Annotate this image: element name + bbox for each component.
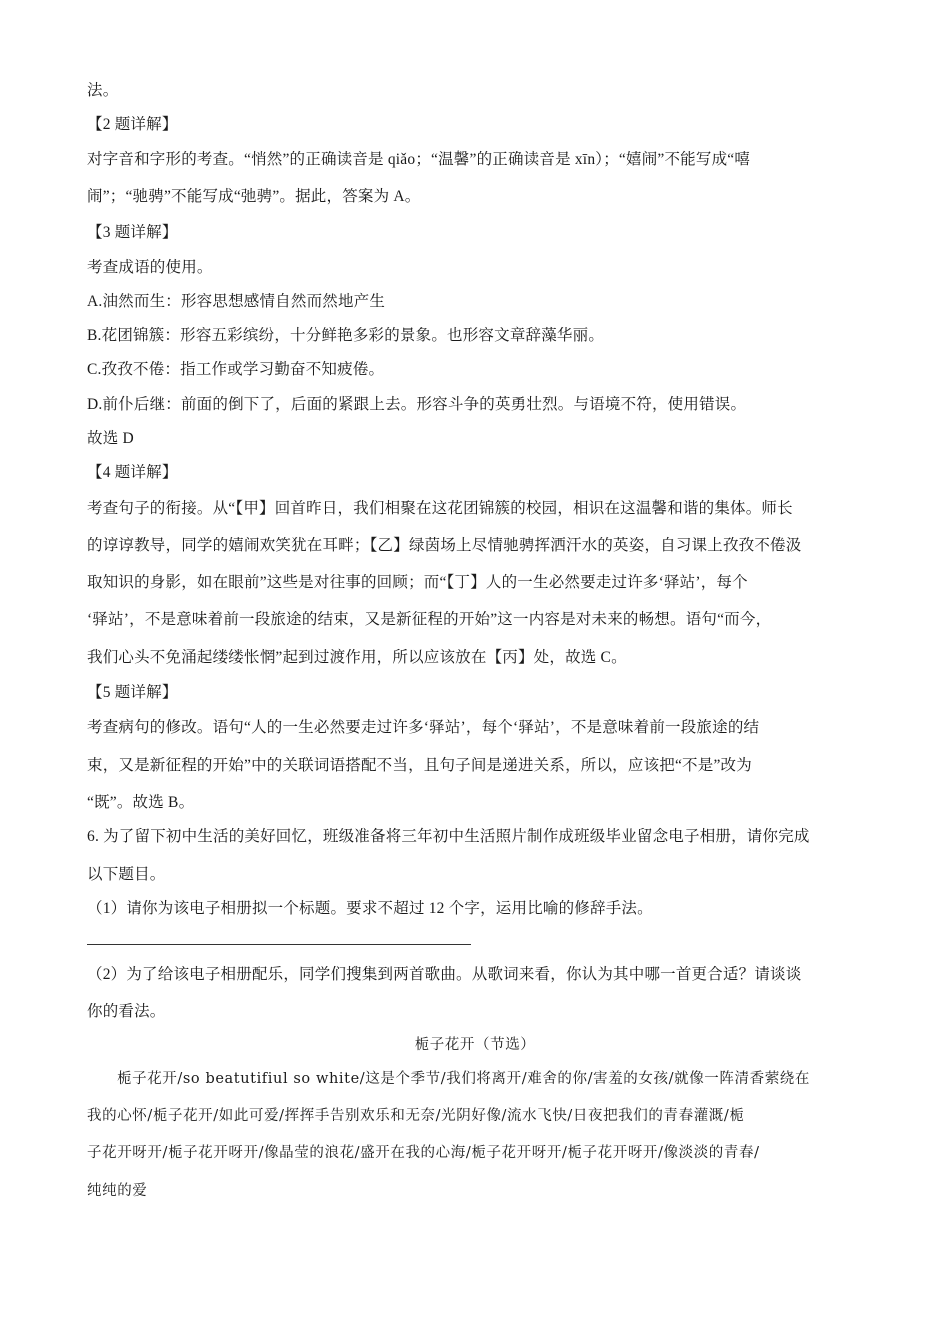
- lyrics-line: 栀子花开/so beatutifiul so white/这是个季节/我们将离开/难舍的你/害羞的女孩/就像一阵清香萦绕在: [117, 1071, 810, 1087]
- section-heading-3: 【3 题详解】: [87, 224, 178, 241]
- text-line: 束，又是新征程的开始”中的关联词语搭配不当，且句子间是递进关系，所以，应该把“不是”改为: [87, 757, 752, 774]
- text-line: 取知识的身影，如在眼前”这些是对往事的回顾；而“【丁】人的一生必然要走过许多‘驿站’，每个: [87, 574, 748, 591]
- question-6: 6. 为了留下初中生活的美好回忆，班级准备将三年初中生活照片制作成班级毕业留念电子相册，请你完成: [87, 828, 810, 845]
- option-b: B.花团锦簇：形容五彩缤纷，十分鲜艳多彩的景象。也形容文章辞藻华丽。: [87, 327, 605, 344]
- text-line: 对字音和字形的考查。“悄然”的正确读音是 qiǎo；“温馨”的正确读音是 xīn）；“嬉闹”不能写成“嘻: [87, 151, 751, 168]
- sub-question-2: （2）为了给该电子相册配乐，同学们搜集到两首歌曲。从歌词来看，你认为其中哪一首更合适？请谈谈: [87, 966, 802, 983]
- text-line: 闹”；“驰骋”不能写成“弛骋”。据此，答案为 A。: [87, 188, 421, 205]
- section-heading-4: 【4 题详解】: [87, 464, 178, 481]
- text-line: ‘驿站’，不是意味着前一段旅途的结束，又是新征程的开始”这一内容是对未来的畅想。语句“而今，: [87, 611, 772, 628]
- song-title: 栀子花开（节选）: [414, 1037, 536, 1053]
- lyrics-line: 我的心怀/栀子花开/如此可爱/挥挥手告别欢乐和无奈/光阴好像/流水飞快/日夜把我们的青春灌溉/栀: [87, 1108, 745, 1124]
- lyrics-line: 纯纯的爱: [87, 1183, 148, 1199]
- option-d: D.前仆后继：前面的倒下了，后面的紧跟上去。形容斗争的英勇壮烈。与语境不符，使用错误。: [87, 396, 747, 413]
- answer-blank-line: [87, 944, 471, 945]
- text-line: 考查病句的修改。语句“人的一生必然要走过许多‘驿站’，每个‘驿站’，不是意味着前一段旅途的结: [87, 719, 760, 736]
- section-heading-5: 【5 题详解】: [87, 684, 178, 701]
- option-c: C.孜孜不倦：指工作或学习勤奋不知疲倦。: [87, 361, 385, 378]
- option-a: A.油然而生：形容思想感情自然而然地产生: [87, 293, 386, 310]
- lyrics-line: 子花开呀开/栀子花开呀开/像晶莹的浪花/盛开在我的心海/栀子花开呀开/栀子花开呀开/像淡淡的青春/: [87, 1145, 760, 1161]
- text-line: 考查成语的使用。: [87, 259, 213, 276]
- text-line: “既”。故选 B。: [87, 794, 195, 811]
- answer-line: 故选 D: [87, 430, 134, 447]
- text-line: 我们心头不免涌起缕缕怅惘”起到过渡作用，所以应该放在【丙】处，故选 C。: [87, 649, 627, 666]
- text-line: 以下题目。: [87, 866, 166, 883]
- text-line: 的谆谆教导，同学的嬉闹欢笑犹在耳畔；【乙】绿茵场上尽情驰骋挥洒汗水的英姿，自习课上孜孜不倦汲: [87, 537, 802, 554]
- text-line: 法。: [87, 82, 119, 99]
- text-line: 你的看法。: [87, 1003, 166, 1020]
- sub-question-1: （1）请你为该电子相册拟一个标题。要求不超过 12 个字，运用比喻的修辞手法。: [87, 900, 653, 917]
- text-line: 考查句子的衔接。从“【甲】回首昨日，我们相聚在这花团锦簇的校园，相识在这温馨和谐的集体。师长: [87, 500, 793, 517]
- section-heading-2: 【2 题详解】: [87, 116, 178, 133]
